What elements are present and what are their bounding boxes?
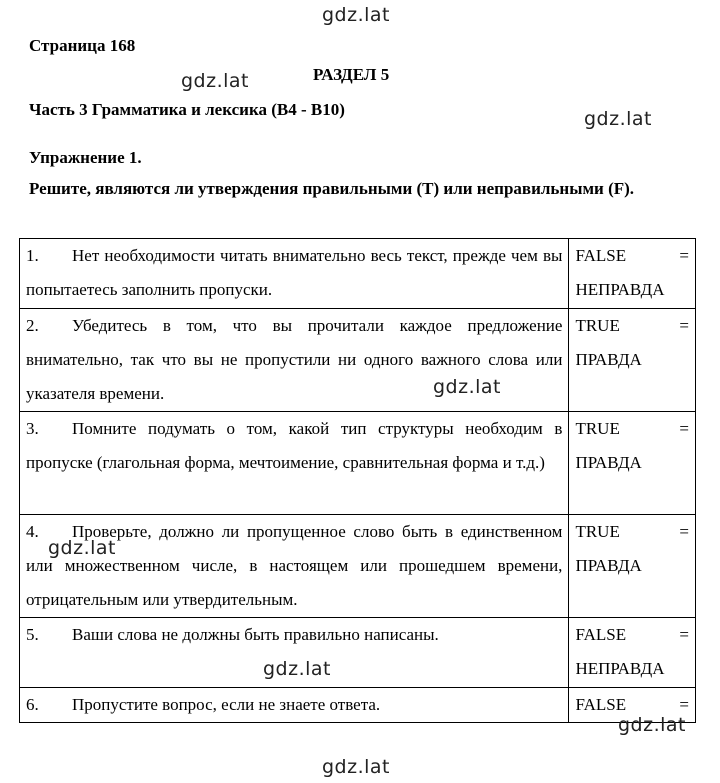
statement-text: Убедитесь в том, что вы прочитали каждое предложение внимательно, так что вы не пропустили ни одного важного слова или указателя времени. (26, 316, 563, 403)
answer-value: FALSE (575, 246, 627, 265)
watermark-text: gdz.lat (322, 4, 391, 26)
answer-value: FALSE (575, 695, 627, 714)
equals-sign: = (679, 246, 689, 265)
equals-sign: = (679, 522, 689, 541)
statement-text: Пропустите вопрос, если не знаете ответа. (72, 695, 381, 714)
section-title: РАЗДЕЛ 5 (313, 65, 390, 84)
table-row (20, 309, 696, 412)
statement-number: 1. (26, 246, 39, 265)
statement-number: 4. (26, 522, 39, 541)
table-row (20, 515, 696, 618)
watermark-text: gdz.lat (618, 714, 687, 736)
exercise-title: Упражнение 1. (29, 148, 142, 167)
statement-text: Помните подумать о том, какой тип структуры необходим в пропуске (глагольная форма, мечтоимение, сравнительная форма и т.д.) (26, 419, 563, 472)
answer-value: TRUE (575, 522, 620, 541)
part-title: Часть 3 Грамматика и лексика (B4 - B10) (29, 100, 345, 119)
watermark-text: gdz.lat (584, 108, 653, 130)
statement-text: Проверьте, должно ли пропущенное слово быть в единственном или множественном числе, в настоящем или прошедшем времени, отрицательным или утвердительным. (26, 522, 563, 609)
table-row (20, 618, 696, 688)
statement-cell (20, 412, 569, 515)
watermark-text: gdz.lat (48, 537, 117, 559)
answer-cell (569, 515, 696, 618)
answer-translation: ПРАВДА (575, 350, 642, 369)
answer-cell (569, 239, 696, 309)
statement-cell (20, 239, 569, 309)
equals-sign: = (679, 625, 689, 644)
page-number-label: Страница 168 (29, 36, 136, 55)
watermark-text: gdz.lat (263, 658, 332, 680)
table-row (20, 239, 696, 309)
exercise-instruction: Решите, являются ли утверждения правильными (T) или неправильными (F). (29, 179, 635, 198)
equals-sign: = (679, 419, 689, 438)
watermark-text: gdz.lat (322, 756, 391, 778)
statement-text: Ваши слова не должны быть правильно написаны. (72, 625, 439, 644)
statement-cell (20, 688, 569, 723)
answer-value: FALSE (575, 625, 627, 644)
table-row (20, 412, 696, 515)
answer-translation: ПРАВДА (575, 556, 642, 575)
statement-text: Нет необходимости читать внимательно весь текст, прежде чем вы попытаетесь заполнить пропуски. (26, 246, 563, 299)
statement-number: 6. (26, 695, 39, 714)
statement-number: 5. (26, 625, 39, 644)
answer-value: TRUE (575, 316, 620, 335)
statement-number: 3. (26, 419, 39, 438)
answer-cell (569, 412, 696, 515)
answer-cell (569, 618, 696, 688)
watermark-text: gdz.lat (181, 70, 250, 92)
answer-translation: НЕПРАВДА (575, 659, 665, 678)
answer-translation: ПРАВДА (575, 453, 642, 472)
statement-cell (20, 515, 569, 618)
watermark-text: gdz.lat (433, 376, 502, 398)
statements-table (19, 238, 696, 723)
equals-sign: = (679, 316, 689, 335)
answer-cell (569, 309, 696, 412)
table-row (20, 688, 696, 723)
answer-value: TRUE (575, 419, 620, 438)
statement-number: 2. (26, 316, 39, 335)
equals-sign: = (679, 695, 689, 714)
answer-translation: НЕПРАВДА (575, 280, 665, 299)
